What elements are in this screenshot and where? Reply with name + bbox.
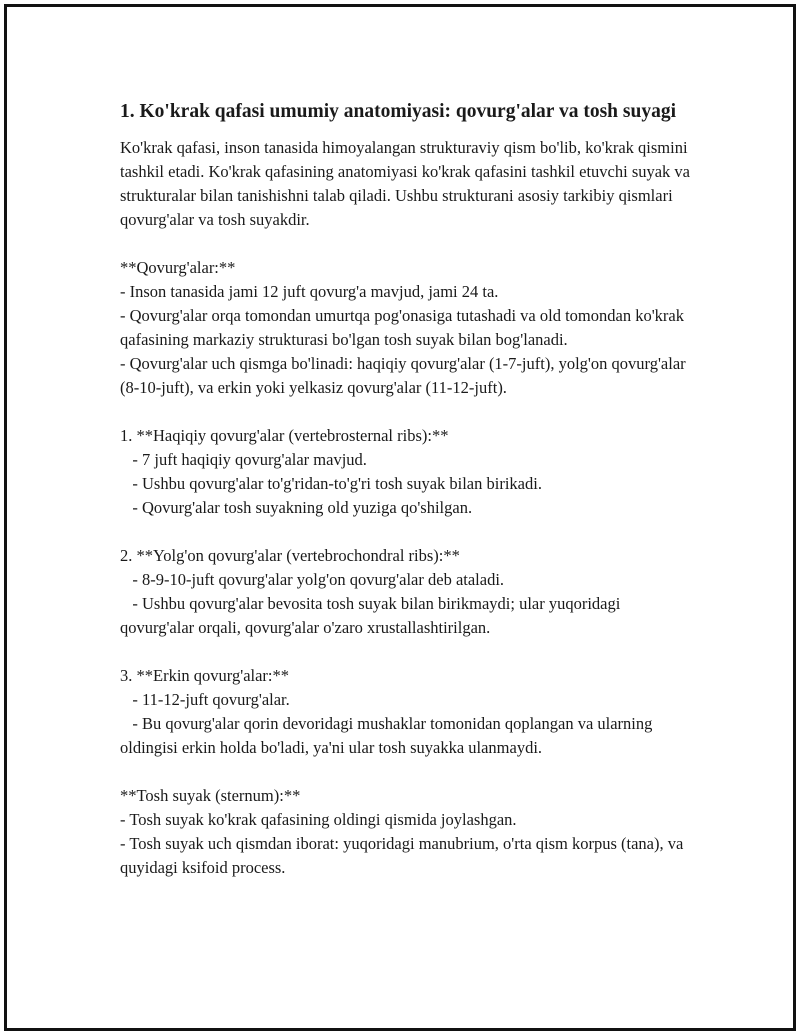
ribs-heading: **Qovurg'alar:** — [120, 258, 236, 277]
sternum-heading: **Tosh suyak (sternum):** — [120, 786, 301, 805]
list-item: - Qovurg'alar uch qismga bo'linadi: haqiqiy qovurg'alar (1-7-juft), yolg'on qovurg'alar (8-10-juft), va erkin yoki yelkasiz qovurg'alar (11-12-juft). — [120, 354, 690, 397]
list-item: - Qovurg'alar tosh suyakning old yuziga qo'shilgan. — [120, 498, 473, 517]
document-page — [4, 4, 796, 1031]
list-item: - Ushbu qovurg'alar to'g'ridan-to'g'ri tosh suyak bilan birikadi. — [120, 474, 542, 493]
list-item: - 11-12-juft qovurg'alar. — [120, 690, 290, 709]
floating-ribs-section — [120, 664, 690, 760]
list-item: - Qovurg'alar orqa tomondan umurtqa pog'onasiga tutashadi va old tomondan ko'krak qafasining markaziy strukturasi bo'lgan tosh suyak bilan bog'lanadi. — [120, 306, 689, 349]
spacer — [120, 400, 690, 424]
spacer — [120, 520, 690, 544]
document-content — [120, 98, 695, 880]
document-title: 1. Ko'krak qafasi umumiy anatomiyasi: qovurg'alar va tosh suyagi — [120, 101, 677, 122]
floating-ribs-heading: 3. **Erkin qovurg'alar:** — [120, 666, 290, 685]
spacer — [120, 640, 690, 664]
list-item: - Ushbu qovurg'alar bevosita tosh suyak bilan birikmaydi; ular yuqoridagi qovurg'alar orqali, qovurg'alar o'zaro xrustallashtirilgan. — [120, 594, 625, 637]
true-ribs-section — [120, 424, 690, 520]
list-item: - Inson tanasida jami 12 juft qovurg'a mavjud, jami 24 ta. — [120, 282, 499, 301]
list-item: - Tosh suyak ko'krak qafasining oldingi qismida joylashgan. — [120, 810, 517, 829]
spacer — [120, 760, 690, 784]
list-item: - 7 juft haqiqiy qovurg'alar mavjud. — [120, 450, 367, 469]
list-item: - 8-9-10-juft qovurg'alar yolg'on qovurg'alar deb ataladi. — [120, 570, 505, 589]
true-ribs-heading: 1. **Haqiqiy qovurg'alar (vertebrosternal ribs):** — [120, 426, 449, 445]
false-ribs-heading: 2. **Yolg'on qovurg'alar (vertebrochondral ribs):** — [120, 546, 460, 565]
intro-paragraph: Ko'krak qafasi, inson tanasida himoyalangan strukturaviy qism bo'lib, ko'krak qismini tashkil etadi. Ko'krak qafasining anatomiyasi ko'krak qafasini tashkil etuvchi suyak va strukturalar bilan tanishishni talab qiladi. Ushbu strukturani asosiy tarkibiy qismlari qovurg'alar va tosh suyakdir. — [120, 138, 695, 229]
ribs-section — [120, 256, 690, 400]
list-item: - Tosh suyak uch qismdan iborat: yuqoridagi manubrium, o'rta qism korpus (tana), va quyidagi ksifoid process. — [120, 834, 688, 877]
sternum-section — [120, 784, 690, 880]
list-item: - Bu qovurg'alar qorin devoridagi mushaklar tomonidan qoplangan va ularning oldingisi erkin holda bo'ladi, ya'ni ular tosh suyakka ulanmaydi. — [120, 714, 657, 757]
spacer — [120, 232, 690, 256]
false-ribs-section — [120, 544, 690, 640]
